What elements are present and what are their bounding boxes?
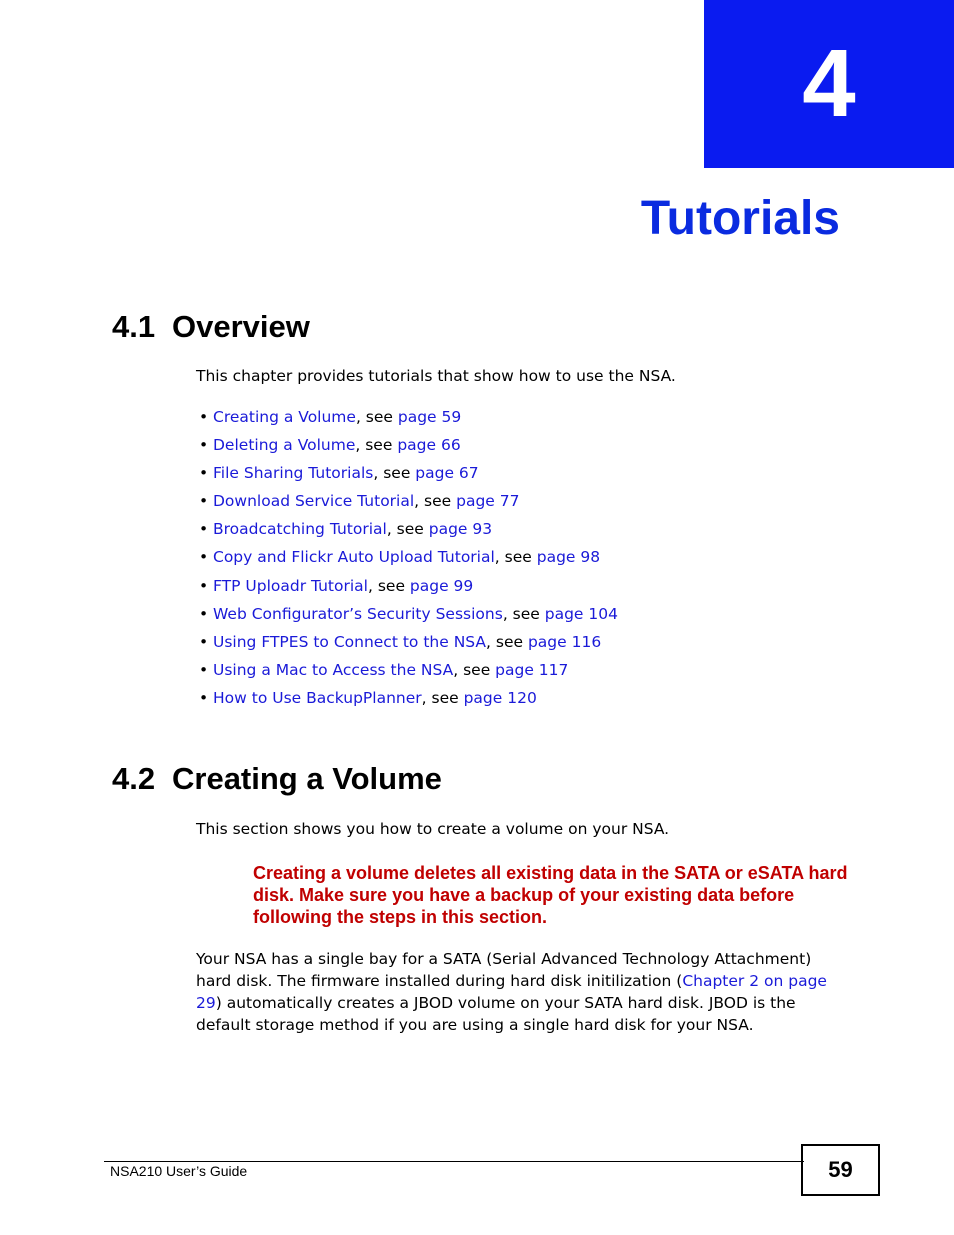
chapter-number-box [704, 0, 954, 168]
see-text: , see [355, 436, 398, 455]
page-link[interactable]: page 104 [544, 604, 618, 623]
tutorial-link[interactable]: File Sharing Tutorials [213, 464, 374, 483]
page-link[interactable]: page 117 [495, 660, 569, 679]
overview-heading [112, 309, 310, 345]
tutorial-link[interactable]: FTP Uploadr Tutorial [213, 576, 368, 595]
list-item [199, 518, 618, 546]
bullet-icon: • [199, 464, 209, 483]
warning-note: Creating a volume deletes all existing data in the SATA or eSATA hard disk. Make sure you have a backup of your existing data before following the steps in this section. [253, 863, 848, 927]
see-text: , see [502, 604, 545, 623]
bullet-icon: • [199, 520, 209, 539]
creating-volume-section-number: 4.2 [112, 761, 156, 796]
page-link[interactable]: page 116 [527, 632, 602, 651]
creating-volume-heading [112, 761, 442, 797]
page-number-box [801, 1144, 880, 1196]
list-item [199, 546, 618, 574]
list-item [199, 687, 618, 715]
bullet-icon: • [199, 492, 209, 511]
page-link[interactable]: page 77 [456, 492, 520, 511]
tutorial-link[interactable]: How to Use BackupPlanner [213, 688, 422, 707]
overview-section-number: 4.1 [112, 309, 156, 344]
tutorial-link[interactable]: Using FTPES to Connect to the NSA [213, 632, 487, 651]
list-item [199, 406, 618, 434]
overview-intro: This chapter provides tutorials that show how to use the NSA. [196, 367, 676, 385]
tutorial-link[interactable]: Copy and Flickr Auto Upload Tutorial [213, 548, 495, 567]
chapter-title: Tutorials [640, 192, 840, 245]
list-item [199, 434, 618, 462]
list-item [199, 575, 618, 603]
see-text: , see [414, 492, 457, 511]
list-item [199, 490, 618, 518]
chapter-2-link[interactable]: Chapter 2 on page 29 [196, 972, 827, 1012]
list-item [199, 462, 618, 490]
see-text: , see [373, 464, 416, 483]
body-text-part1: Your NSA has a single bay for a SATA (Serial Advanced Technology Attachment) hard disk. The firmware installed during hard disk initilization ( [196, 950, 812, 990]
bullet-icon: • [199, 576, 209, 595]
creating-volume-heading-text: Creating a Volume [172, 761, 442, 796]
tutorial-link[interactable]: Creating a Volume [213, 408, 356, 426]
chapter-number: 4 [802, 30, 856, 137]
page-link[interactable]: page 120 [463, 688, 537, 707]
page-number: 59 [828, 1157, 853, 1182]
page-link[interactable]: page 93 [428, 520, 493, 539]
see-text: , see [494, 548, 537, 567]
bullet-icon: • [199, 408, 209, 426]
tutorial-link[interactable]: Download Service Tutorial [213, 492, 415, 511]
bullet-icon: • [199, 632, 209, 651]
overview-heading-text: Overview [172, 309, 310, 344]
page-link[interactable]: page 67 [415, 464, 479, 483]
creating-volume-intro: This section shows you how to create a volume on your NSA. [196, 820, 670, 838]
list-item [199, 603, 618, 631]
tutorial-list [199, 406, 618, 715]
bullet-icon: • [199, 436, 209, 455]
page-link[interactable]: page 99 [409, 576, 474, 595]
page-link[interactable]: page 59 [397, 408, 462, 426]
tutorial-link[interactable]: Deleting a Volume [213, 436, 356, 455]
list-item [199, 631, 618, 659]
tutorial-link[interactable]: Web Configurator’s Security Sessions [213, 604, 503, 623]
tutorial-link[interactable]: Broadcatching Tutorial [213, 520, 387, 539]
footer-guide-title: NSA210 User’s Guide [110, 1163, 248, 1179]
see-text: , see [355, 408, 398, 426]
bullet-icon: • [199, 548, 209, 567]
page-link[interactable]: page 66 [397, 436, 461, 455]
creating-volume-body [196, 948, 846, 1036]
see-text: , see [386, 520, 429, 539]
see-text: , see [486, 632, 528, 651]
bullet-icon: • [199, 688, 209, 707]
see-text: , see [421, 688, 464, 707]
tutorial-link[interactable]: Using a Mac to Access the NSA [213, 660, 454, 679]
body-text-part2: ) automatically creates a JBOD volume on your SATA hard disk. JBOD is the default storage method if you are using a single hard disk for your NSA. [196, 994, 796, 1034]
see-text: , see [453, 660, 496, 679]
see-text: , see [367, 576, 410, 595]
bullet-icon: • [199, 604, 209, 623]
page-link[interactable]: page 98 [536, 548, 601, 567]
bullet-icon: • [199, 660, 209, 679]
list-item [199, 659, 618, 687]
